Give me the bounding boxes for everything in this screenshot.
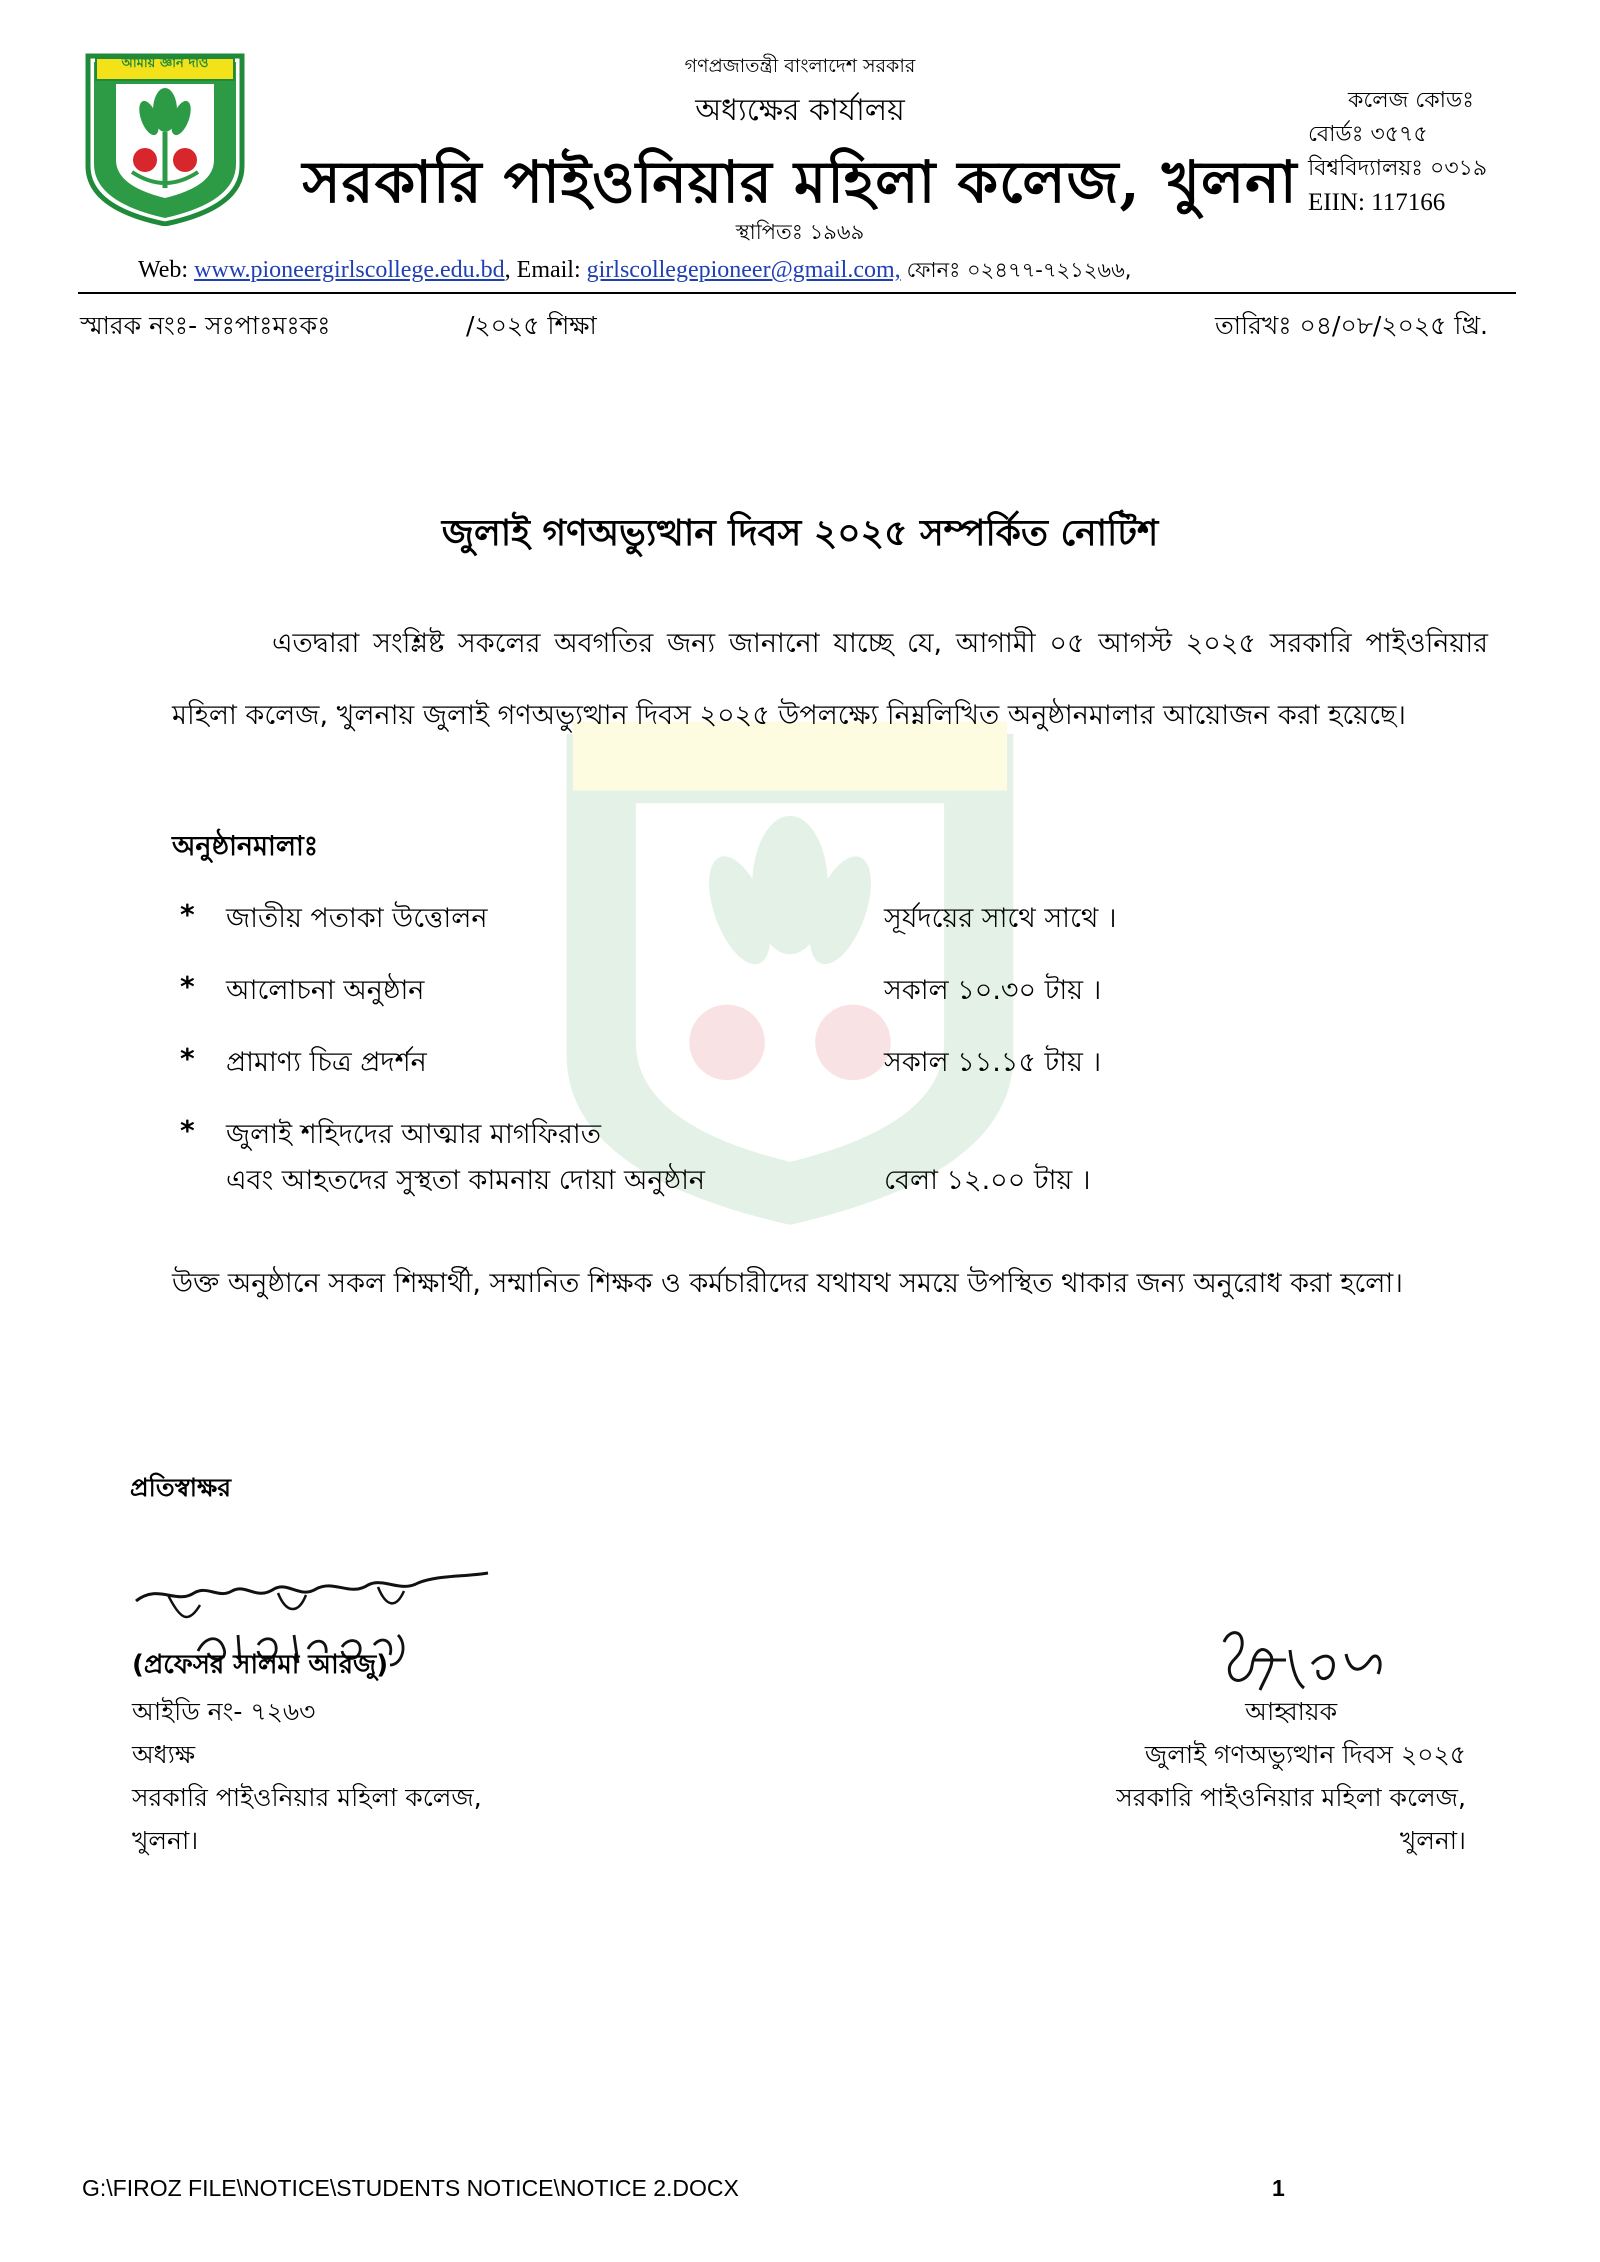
programme-item-label: প্রামাণ্য চিত্র প্রদর্শন xyxy=(226,1047,427,1078)
closing-paragraph: উক্ত অনুষ্ঠানে সকল শিক্ষার্থী, সম্মানিত শিক্ষক ও কর্মচারীদের যথাযথ সময়ে উপস্থিত থাকার জন্য অনুরোধ করা হলো। xyxy=(172,1268,1403,1299)
programme-item xyxy=(180,1042,195,1075)
phone-number: ফোনঃ ০২৪৭৭-৭২১২৬৬, xyxy=(906,258,1132,282)
contact-line xyxy=(138,254,1131,289)
principal-details xyxy=(132,1690,482,1862)
logo-motto: আমায় জ্ঞান দাও xyxy=(121,56,209,71)
memo-suffix: /২০২৫ শিক্ষা xyxy=(466,311,597,340)
bullet-marker: * xyxy=(180,1114,195,1147)
principal-designation: অধ্যক্ষ xyxy=(132,1740,196,1769)
principal-city: খুলনা। xyxy=(132,1826,199,1855)
website-link[interactable]: www.pioneergirlscollege.edu.bd xyxy=(194,257,505,283)
programme-heading: অনুষ্ঠানমালাঃ xyxy=(172,831,319,862)
college-code-label: কলেজ কোডঃ xyxy=(1348,88,1474,113)
programme-item-time: সকাল ১০.৩০ টায় । xyxy=(884,975,1102,1006)
convener-event: জুলাই গণঅভ্যুত্থান দিবস ২০২৫ xyxy=(1144,1740,1466,1769)
convener-details xyxy=(1116,1690,1466,1862)
board-code: বোর্ডঃ ৩৫৭৫ xyxy=(1308,122,1428,147)
college-name: সরকারি পাইওনিয়ার মহিলা কলেজ, খুলনা xyxy=(302,148,1298,216)
page-number: 1 xyxy=(1272,2175,1285,2201)
programme-item-time: সূর্যদয়ের সাথে সাথে । xyxy=(884,903,1117,934)
countersign-label: প্রতিস্বাক্ষর xyxy=(130,1473,232,1502)
notice-paragraph: এতদ্বারা সংশ্লিষ্ট সকলের অবগতির জন্য জানানো যাচ্ছে যে, আগামী ০৫ আগস্ট ২০২৫ সরকারি পাইওনিয়ার মহিলা কলেজ, খুলনায় জুলাই গণঅভ্যুত্থান দিবস ২০২৫ উপলক্ষ্যে নিম্নলিখিত অনুষ্ঠানমালার আয়োজন করা হয়েছে। xyxy=(172,628,1488,731)
programme-item-label: আলোচনা অনুষ্ঠান xyxy=(226,975,425,1006)
college-codes xyxy=(1308,84,1487,220)
header-divider xyxy=(78,292,1516,294)
notice-title: জুলাই গণঅভ্যুত্থান দিবস ২০২৫ সম্পর্কিত নোটিশ xyxy=(441,513,1159,554)
established-year: স্থাপিতঃ ১৯৬৯ xyxy=(735,220,865,244)
memo-number: স্মারক নংঃ- সঃপাঃমঃকঃ xyxy=(80,311,331,340)
bullet-marker: * xyxy=(180,898,195,931)
university-code: বিশ্ববিদ্যালয়ঃ ০৩১৯ xyxy=(1308,156,1488,181)
programme-item xyxy=(180,970,195,1003)
bullet-marker: * xyxy=(180,1042,195,1075)
email-label: , Email: xyxy=(504,257,581,283)
principal-name: (প্রফেসর সালমা আরজু) xyxy=(132,1650,389,1680)
convener-role: আহ্বায়ক xyxy=(1245,1697,1338,1726)
convener-institution: সরকারি পাইওনিয়ার মহিলা কলেজ, xyxy=(1116,1783,1466,1812)
programme-item-label: জুলাই শহিদদের আত্মার মাগফিরাত xyxy=(226,1119,601,1150)
principal-institution: সরকারি পাইওনিয়ার মহিলা কলেজ, xyxy=(132,1783,482,1812)
file-path: G:\FIROZ FILE\NOTICE\STUDENTS NOTICE\NOTICE 2.DOCX xyxy=(82,2175,739,2201)
programme-item-time: সকাল ১১.১৫ টায় । xyxy=(884,1047,1102,1078)
government-name: গণপ্রজাতন্ত্রী বাংলাদেশ সরকার xyxy=(684,55,916,77)
office-name: অধ্যক্ষের কার্যালয় xyxy=(695,93,905,128)
notice-date: তারিখঃ ০৪/০৮/২০২৫ খ্রি. xyxy=(1214,311,1488,340)
eiin-code: EIIN: 117166 xyxy=(1308,189,1446,216)
programme-item-label: জাতীয় পতাকা উত্তোলন xyxy=(226,903,488,934)
programme-item xyxy=(180,1114,195,1147)
convener-city: খুলনা। xyxy=(1399,1826,1466,1855)
email-link[interactable]: girlscollegepioneer@gmail.com, xyxy=(586,257,901,283)
programme-item-time: বেলা ১২.০০ টায় । xyxy=(884,1165,1091,1196)
bullet-marker: * xyxy=(180,970,195,1003)
principal-id: আইডি নং- ৭২৬৩ xyxy=(132,1697,316,1726)
programme-item xyxy=(180,898,195,931)
programme-item-label-continued: এবং আহতদের সুস্থতা কামনায় দোয়া অনুষ্ঠান xyxy=(226,1165,706,1196)
web-label: Web: xyxy=(138,257,189,283)
